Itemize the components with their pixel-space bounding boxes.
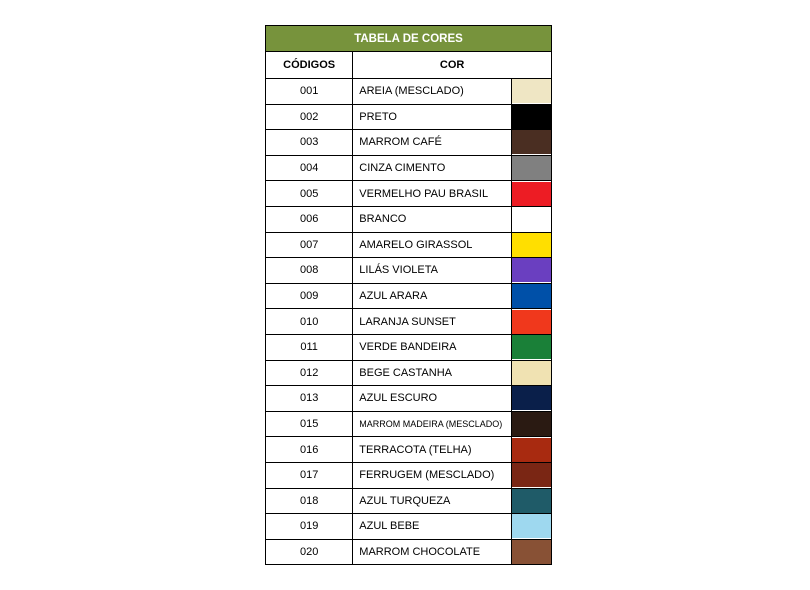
color-swatch-cell [511,488,551,514]
color-name: LILÁS VIOLETA [353,258,512,284]
color-swatch-cell [511,130,551,156]
color-name: VERDE BANDEIRA [353,334,512,360]
table-title: TABELA DE CORES [266,26,552,52]
color-code: 011 [266,334,353,360]
color-swatch-cell [511,258,551,284]
color-swatch-cell [511,437,551,463]
color-swatch-cell [511,386,551,412]
color-code: 008 [266,258,353,284]
color-name: AZUL TURQUEZA [353,488,512,514]
table-row [266,155,552,181]
color-name: AZUL ESCURO [353,386,512,412]
color-name: AREIA (MESCLADO) [353,79,512,105]
color-code: 020 [266,539,353,565]
color-swatch-cell [511,360,551,386]
color-swatch [512,463,551,487]
table-row [266,488,552,514]
header-color: COR [353,52,552,79]
table-row [266,437,552,463]
color-code: 017 [266,462,353,488]
color-name: BEGE CASTANHA [353,360,512,386]
table-row [266,462,552,488]
color-swatch-cell [511,232,551,258]
color-name: FERRUGEM (MESCLADO) [353,462,512,488]
color-swatch-cell [511,309,551,335]
color-swatch [512,182,551,206]
color-swatch [512,156,551,180]
color-table [265,25,552,565]
color-code: 002 [266,104,353,130]
color-code: 013 [266,386,353,412]
color-name: AZUL BEBE [353,514,512,540]
color-name: AMARELO GIRASSOL [353,232,512,258]
color-swatch-cell [511,79,551,105]
color-swatch-cell [511,181,551,207]
color-code: 001 [266,79,353,105]
color-code: 006 [266,206,353,232]
color-name: TERRACOTA (TELHA) [353,437,512,463]
color-name: CINZA CIMENTO [353,155,512,181]
color-code: 012 [266,360,353,386]
table-row [266,130,552,156]
table-row [266,79,552,105]
color-swatch [512,79,551,103]
table-row [266,411,552,437]
color-swatch [512,105,551,129]
color-swatch [512,438,551,462]
color-swatch-cell [511,104,551,130]
color-swatch-cell [511,539,551,565]
color-code: 005 [266,181,353,207]
color-swatch [512,489,551,513]
color-swatch-cell [511,462,551,488]
color-name: MARROM CHOCOLATE [353,539,512,565]
color-swatch [512,207,551,231]
table-row [266,181,552,207]
table-row [266,539,552,565]
color-code: 004 [266,155,353,181]
color-swatch-cell [511,206,551,232]
color-swatch [512,386,551,410]
color-swatch-cell [511,334,551,360]
color-code: 009 [266,283,353,309]
table-row [266,258,552,284]
header-row [266,52,552,79]
color-swatch [512,233,551,257]
color-swatch [512,284,551,308]
color-code: 016 [266,437,353,463]
color-code: 003 [266,130,353,156]
table-row [266,514,552,540]
color-swatch [512,335,551,359]
table-row [266,334,552,360]
table-body [266,79,552,565]
header-codes: CÓDIGOS [266,52,353,79]
color-name: MARROM CAFÉ [353,130,512,156]
color-code: 010 [266,309,353,335]
color-name: LARANJA SUNSET [353,309,512,335]
color-name: PRETO [353,104,512,130]
table-row [266,104,552,130]
color-code: 007 [266,232,353,258]
color-swatch-cell [511,155,551,181]
color-name: AZUL ARARA [353,283,512,309]
table-row [266,360,552,386]
color-code: 015 [266,411,353,437]
table-row [266,309,552,335]
table-row [266,232,552,258]
title-row [266,26,552,52]
color-swatch [512,514,551,538]
table-row [266,283,552,309]
color-swatch-cell [511,283,551,309]
color-swatch [512,130,551,154]
color-swatch [512,310,551,334]
color-name: BRANCO [353,206,512,232]
color-swatch [512,258,551,282]
table-row [266,206,552,232]
color-swatch-cell [511,411,551,437]
color-name: MARROM MADEIRA (MESCLADO) [353,411,512,437]
color-swatch [512,361,551,385]
color-swatch-cell [511,514,551,540]
color-name: VERMELHO PAU BRASIL [353,181,512,207]
color-code: 019 [266,514,353,540]
color-swatch [512,412,551,436]
color-code: 018 [266,488,353,514]
table-row [266,386,552,412]
color-swatch [512,540,551,564]
